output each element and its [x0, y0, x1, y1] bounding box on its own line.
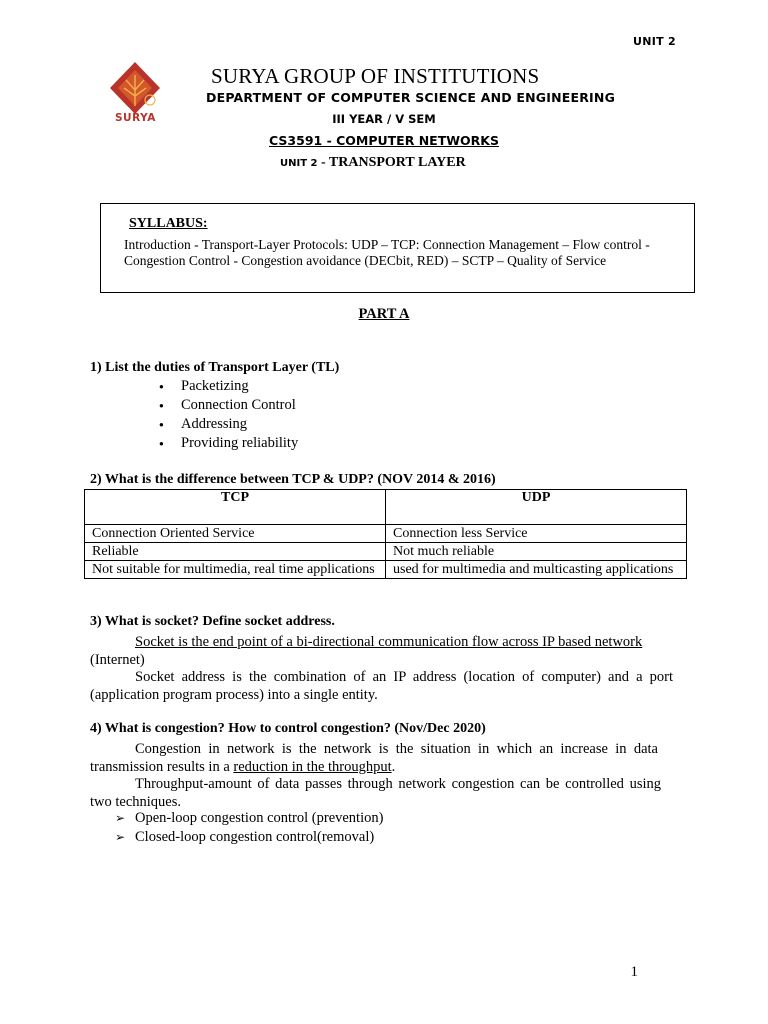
unit-word: UNIT	[280, 158, 308, 169]
table-header-row	[85, 490, 687, 525]
department-name: DEPARTMENT OF COMPUTER SCIENCE AND ENGINEERING	[206, 90, 616, 105]
table-row	[85, 525, 687, 543]
socket-definition	[90, 633, 673, 669]
syllabus-box	[100, 203, 695, 293]
table-cell: Not much reliable	[386, 543, 687, 561]
year-semester: III YEAR / V SEM	[332, 112, 436, 126]
column-header-tcp: TCP	[85, 490, 386, 525]
unit-heading	[280, 155, 466, 171]
throughput-text: Throughput-amount of data passes through network congestion can be controlled using two techniques.	[90, 776, 661, 810]
column-header-udp: UDP	[386, 490, 687, 525]
table-row	[85, 561, 687, 579]
page-number: 1	[630, 964, 638, 980]
congestion-definition	[90, 740, 658, 776]
tcp-udp-table	[84, 489, 687, 579]
duties-list	[181, 377, 298, 453]
question-3: 3) What is socket? Define socket address.	[90, 614, 335, 629]
institution-name: SURYA GROUP OF INSTITUTIONS	[211, 64, 540, 88]
course-title: CS3591 - COMPUTER NETWORKS	[269, 133, 499, 148]
list-item: ● Providing reliability	[181, 434, 298, 453]
congestion-underlined: reduction in the throughput	[233, 759, 392, 775]
list-item: ● Connection Control	[181, 396, 298, 415]
socket-definition-underlined: Socket is the end point of a bi-directional communication flow across IP based network	[135, 634, 643, 650]
question-1: 1) List the duties of Transport Layer (TL)	[90, 360, 340, 375]
part-a-heading: PART A	[358, 306, 410, 322]
table-cell: Not suitable for multimedia, real time applications	[85, 561, 386, 579]
list-item: ➢ Closed-loop congestion control(removal)	[135, 828, 383, 847]
table-cell: Reliable	[85, 543, 386, 561]
socket-definition-rest: (Internet)	[90, 652, 145, 668]
question-2: 2) What is the difference between TCP & UDP? (NOV 2014 & 2016)	[90, 472, 496, 487]
congestion-text: Congestion in network is the network is the situation in which an increase in data transmission results in a	[90, 741, 658, 775]
table-cell: Connection less Service	[386, 525, 687, 543]
list-item: ● Addressing	[181, 415, 298, 434]
list-item: ➢ Open-loop congestion control (prevention)	[135, 809, 383, 828]
unit-tag: UNIT 2	[632, 35, 676, 48]
syllabus-title: SYLLABUS:	[129, 216, 208, 231]
congestion-control-list	[135, 809, 383, 847]
list-item: ● Packetizing	[181, 377, 298, 396]
table-cell: used for multimedia and multicasting applications	[386, 561, 687, 579]
unit-number: 2	[310, 158, 318, 169]
syllabus-text: Introduction - Transport-Layer Protocols: UDP – TCP: Connection Management – Flow control - Congestion Control - Congestion avoidance (DECbit, RED) – SCTP – Quality of Service	[124, 237, 650, 268]
congestion-end: .	[391, 759, 396, 775]
table-row	[85, 543, 687, 561]
unit-title: - TRANSPORT LAYER	[321, 155, 466, 170]
socket-address-text: Socket address is the combination of an IP address (location of computer) and a port (application program process) into a single entity.	[90, 669, 673, 703]
question-4: 4) What is congestion? How to control congestion? (Nov/Dec 2020)	[90, 721, 486, 736]
table-cell: Connection Oriented Service	[85, 525, 386, 543]
logo-label: SURYA	[115, 112, 156, 124]
